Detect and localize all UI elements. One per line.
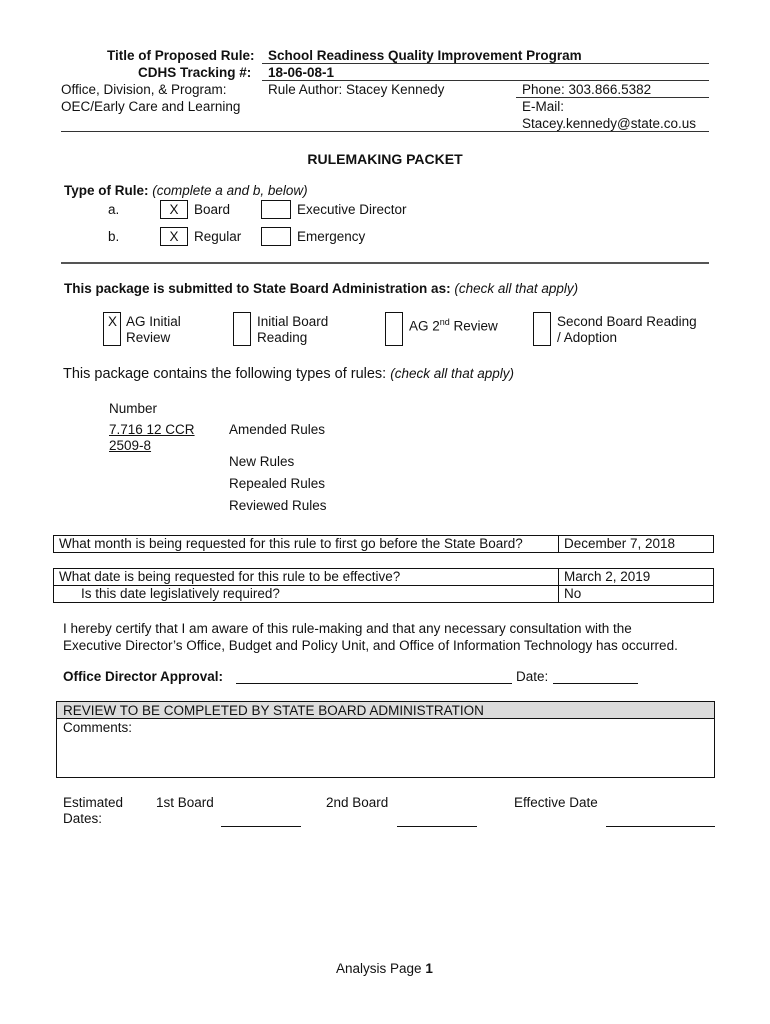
tracking-value: 18-06-08-1 (268, 65, 335, 80)
approval-date-line[interactable] (553, 683, 638, 684)
new-rules: New Rules (229, 454, 295, 469)
email-label: E-Mail: (522, 99, 565, 114)
office-label: Office, Division, & Program: (61, 82, 227, 97)
ag-2nd-sup: nd (439, 317, 450, 327)
initial-board-checkbox[interactable] (233, 312, 251, 346)
question-legislatively-required: Is this date legislatively required? (53, 585, 559, 603)
second-board-checkbox[interactable] (533, 312, 551, 346)
first-board-label: 1st Board (156, 795, 214, 810)
comments-label: Comments: (63, 720, 133, 735)
second-board-label (557, 314, 697, 346)
email-value[interactable]: Stacey.kennedy@state.co.us (522, 116, 697, 131)
title-value: School Readiness Quality Improvement Program (268, 48, 582, 63)
rule-number-line2: 2509-8 (109, 438, 152, 453)
rule-types-heading (63, 366, 514, 382)
approval-date-label: Date: (516, 669, 549, 684)
ag-initial-label (126, 314, 181, 346)
question-first-board-month: What month is being requested for this rule to first go before the State Board? (53, 535, 559, 553)
number-header: Number (109, 401, 158, 416)
type-of-rule-label: Type of Rule: (64, 183, 149, 198)
ag-2nd-review-checkbox[interactable] (385, 312, 403, 346)
regular-label: Regular (194, 229, 242, 244)
emergency-checkbox[interactable] (261, 227, 291, 246)
header-divider (61, 131, 709, 132)
ag-2nd-line1b: Review (449, 318, 498, 334)
board-label: Board (194, 202, 231, 217)
second-board-date-label: 2nd Board (326, 795, 389, 810)
ag-initial-line1: AG Initial (126, 314, 181, 329)
answer-legislatively-required[interactable]: No (558, 585, 714, 603)
submitted-hint: (check all that apply) (454, 281, 579, 296)
estimated-dates-label (63, 795, 123, 827)
ag-2nd-review-label (409, 314, 498, 335)
tracking-underline (262, 80, 709, 81)
rule-number-line1: 7.716 12 CCR (109, 422, 195, 437)
rule-types-hint: (check all that apply) (390, 366, 515, 381)
executive-director-checkbox[interactable] (261, 200, 291, 219)
second-board-line1: Second Board Reading (557, 314, 697, 329)
regular-checkbox[interactable]: X (160, 227, 188, 246)
page-title: RULEMAKING PACKET (307, 151, 463, 167)
ag-initial-line2: Review (126, 330, 171, 345)
office-value: OEC/Early Care and Learning (61, 99, 241, 114)
footer-text: Analysis Page (336, 961, 422, 976)
phone: Phone: 303.866.5382 (522, 82, 652, 97)
initial-board-label (257, 314, 328, 346)
rule-author: Rule Author: Stacey Kennedy (268, 82, 445, 97)
emergency-label: Emergency (297, 229, 366, 244)
ag-initial-checkbox[interactable]: X (103, 312, 121, 346)
submitted-heading (64, 281, 578, 296)
page-footer (336, 961, 433, 976)
answer-first-board-month[interactable]: December 7, 2018 (558, 535, 714, 553)
ag-2nd-line1: AG 2 (409, 318, 440, 334)
rule-number (109, 422, 195, 454)
approval-label: Office Director Approval: (63, 669, 224, 684)
row-b-label: b. (108, 229, 120, 244)
effective-date-line[interactable] (606, 826, 715, 827)
rule-types-label: This package contains the following types of rules: (63, 366, 387, 382)
amended-rules: Amended Rules (229, 422, 326, 437)
title-underline (262, 63, 709, 64)
repealed-rules: Repealed Rules (229, 476, 326, 491)
certify-line1: I hereby certify that I am aware of this rule-making and that any necessary consultation with the (63, 621, 632, 636)
approval-signature-line[interactable] (236, 683, 512, 684)
review-header: REVIEW TO BE COMPLETED BY STATE BOARD ADMINISTRATION (63, 703, 484, 718)
initial-board-line2: Reading (257, 330, 308, 345)
tracking-label: CDHS Tracking #: (138, 65, 252, 80)
submitted-label: This package is submitted to State Board Administration as: (64, 281, 451, 296)
review-header-divider (57, 718, 714, 719)
effective-date-label: Effective Date (514, 795, 598, 810)
question-effective-date: What date is being requested for this rule to be effective? (53, 568, 559, 586)
certification-text (63, 620, 678, 654)
board-checkbox[interactable]: X (160, 200, 188, 219)
phone-underline (516, 97, 709, 98)
row-a-label: a. (108, 202, 120, 217)
initial-board-line1: Initial Board (257, 314, 329, 329)
estimated-text: Estimated (63, 795, 124, 810)
second-board-date-line[interactable] (397, 826, 477, 827)
title-label: Title of Proposed Rule: (107, 48, 255, 63)
answer-effective-date[interactable]: March 2, 2019 (558, 568, 714, 586)
type-of-rule-heading (64, 183, 308, 198)
certify-line2: Executive Director’s Office, Budget and Policy Unit, and Office of Information Technology has occurred. (63, 638, 678, 653)
section-divider (61, 262, 709, 264)
first-board-date-line[interactable] (221, 826, 301, 827)
reviewed-rules: Reviewed Rules (229, 498, 327, 513)
dates-text: Dates: (63, 811, 103, 826)
type-of-rule-hint: (complete a and b, below) (152, 183, 308, 198)
second-board-line2: / Adoption (557, 330, 618, 345)
executive-director-label: Executive Director (297, 202, 407, 217)
footer-page-number: 1 (425, 961, 433, 976)
